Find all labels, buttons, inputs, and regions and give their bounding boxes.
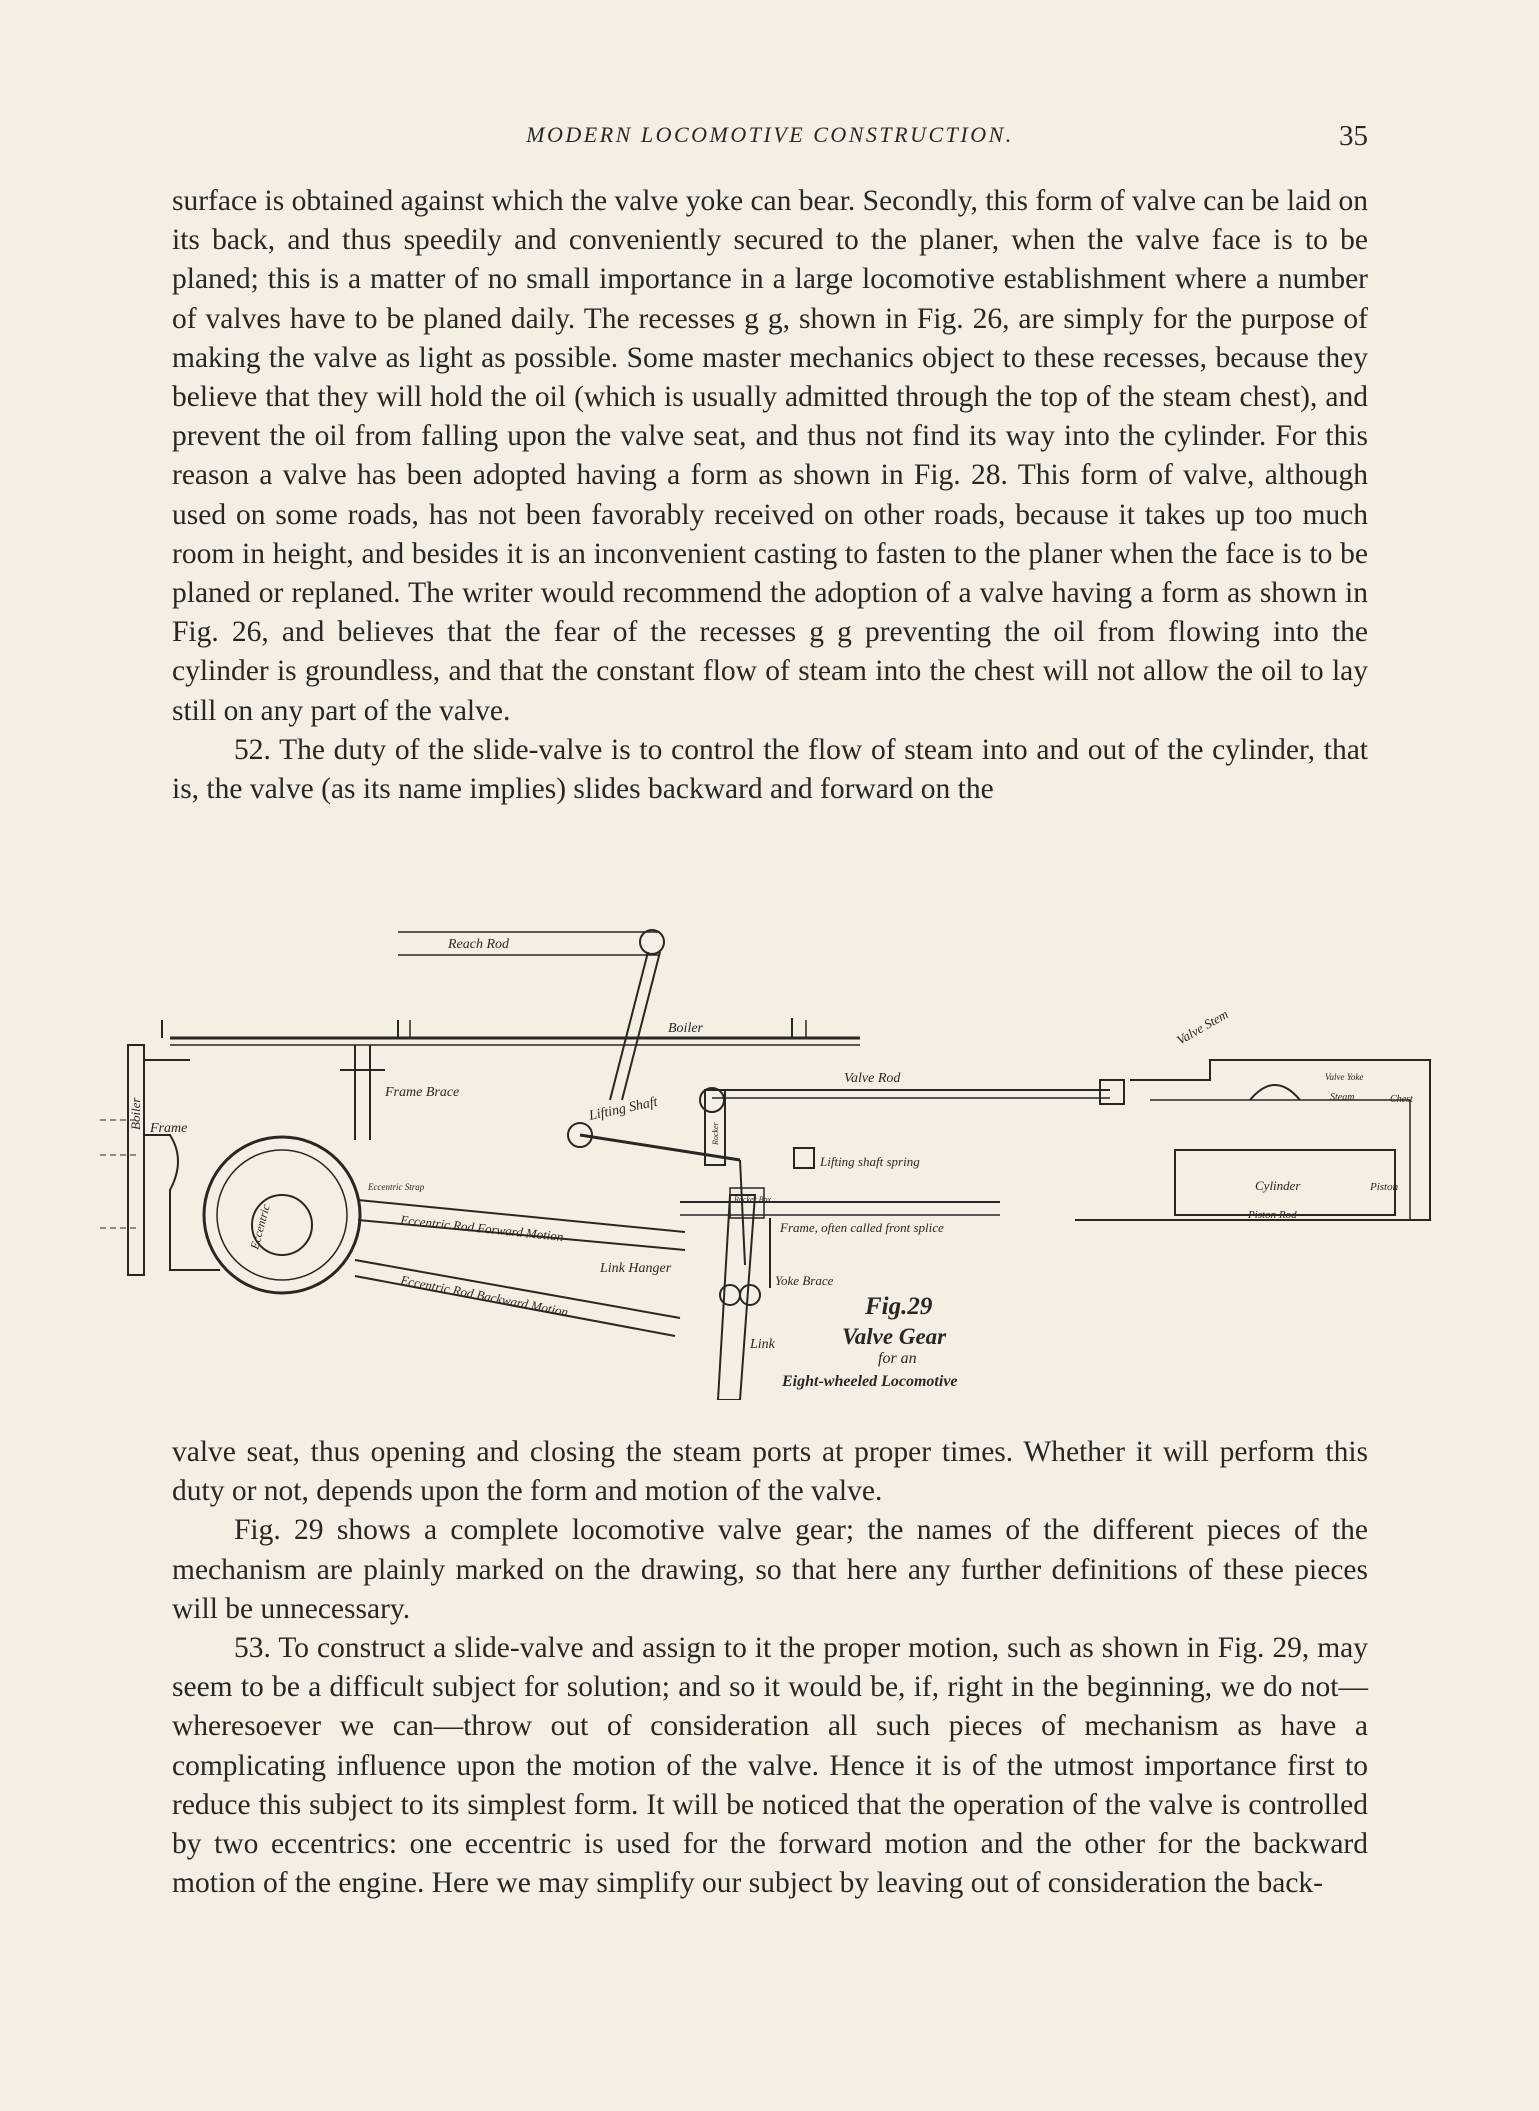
link-label: Link (750, 1337, 775, 1352)
lifting-shaft-label: Lifting Shaft (587, 1094, 659, 1124)
eccentric-label: Eccentric (247, 1202, 273, 1251)
paragraph-52: 52. The duty of the slide-valve is to control the flow of steam into and out of the cylinder, that is, the valve (as its name implies) slides backward and forward on the (172, 733, 1368, 806)
lifting-shaft-spring-label: Lifting shaft spring (820, 1154, 920, 1169)
piston-rod-label: Piston Rod (1248, 1209, 1297, 1221)
page-number: 35 (1339, 120, 1368, 152)
body-text-bottom (172, 1433, 1368, 1903)
figure-29-valve-gear (100, 920, 1440, 1400)
figure-caption-for: for an (878, 1350, 917, 1367)
yoke-brace-label: Yoke Brace (775, 1273, 834, 1288)
paragraph: Fig. 29 shows a complete locomotive valve gear; the names of the different pieces of the mechanism are plainly marked on the drawing, so that here any further definitions of these pieces will be unnecessary. (172, 1514, 1368, 1625)
frame-splice-label: Frame, often called front splice (780, 1220, 944, 1235)
figure-caption-title: Valve Gear (842, 1324, 947, 1349)
frame-brace-label: Frame Brace (385, 1085, 460, 1100)
steam-label: Steam (1330, 1092, 1355, 1103)
eccentric-strap-drawing (204, 1137, 360, 1293)
valve-stem-label: Valve Stem (1174, 1006, 1231, 1048)
frame-label: Frame (150, 1121, 188, 1136)
body-text-top (172, 182, 1368, 809)
reach-rod-label: Reach Rod (448, 937, 510, 952)
eccentric-strap-label: Eccentric Strap (368, 1182, 425, 1192)
rocker-label: Rocker (711, 1122, 720, 1145)
valve-gear-drawing (100, 920, 1440, 1400)
figure-caption-subtitle: Eight-wheeled Locomotive (782, 1373, 958, 1390)
rocker-box-label: Rocker Box (734, 1195, 772, 1204)
running-title: MODERN LOCOMOTIVE CONSTRUCTION. (526, 122, 1014, 147)
eccentric-rod-forward-label: Eccentric Rod Forward Motion (399, 1212, 565, 1245)
paragraph: surface is obtained against which the valve yoke can bear. Secondly, this form of valve can be laid on its back, and thus speedily and conveniently secured to the planer, when the valve face is to be planed; this is a matter of no small importance in a large locomotive establishment where a number of valves have to be planed daily. The recesses g g, shown in Fig. 26, are simply for the purpose of making the valve as light as possible. Some master mechanics object to these recesses, because they believe that they will hold the oil (which is usually admitted through the top of the steam chest), and prevent the oil from falling upon the valve seat, and thus not find its way into the cylinder. For this reason a valve has been adopted having a form as shown in Fig. 28. This form of valve, although used on some roads, has not been favorably received on other roads, because it takes up too much room in height, and besides it is an inconvenient casting to fasten to the planer when the face is to be planed or replaned. The writer would recommend the adoption of a valve having a form as shown in Fig. 26, and believes that the fear of the recesses g g preventing the oil from flowing into the cylinder is groundless, and that the constant flow of steam into the chest will not allow the oil to lay still on any part of the valve. (172, 185, 1368, 727)
boiler-side-label: Boiler (128, 1097, 143, 1130)
cylinder-label: Cylinder (1255, 1178, 1301, 1193)
paragraph: valve seat, thus opening and closing the steam ports at proper times. Whether it will perform this duty or not, depends upon the form and motion of the valve. (172, 1436, 1368, 1508)
chest-label: Chest (1390, 1094, 1413, 1105)
valve-rod-label: Valve Rod (844, 1071, 901, 1086)
figure-caption-number: Fig.29 (865, 1293, 933, 1320)
eccentric-rod-backward-label: Eccentric Rod Backward Motion (399, 1272, 570, 1320)
paragraph-53: 53. To construct a slide-valve and assign to it the proper motion, such as shown in Fig. 29, may seem to be a difficult subject for solution; and so it would be, if, right in the beginning, we do not—wheresoever we can—throw out of consideration all such pieces of mechanism as have a complicating influence upon the motion of the valve. Hence it is of the utmost importance first to reduce this subject to its simplest form. It will be noticed that the operation of the valve is controlled by two eccentrics: one eccentric is used for the forward motion and the other for the backward motion of the engine. Here we may simplify our subject by leaving out of consideration the back- (172, 1632, 1368, 1900)
page-header (172, 122, 1368, 162)
valve-yoke-label: Valve Yoke (1325, 1072, 1364, 1082)
boiler-top-label: Boiler (668, 1021, 703, 1036)
piston-label: Piston (1370, 1181, 1399, 1193)
link-hanger-label: Link Hanger (600, 1261, 672, 1276)
